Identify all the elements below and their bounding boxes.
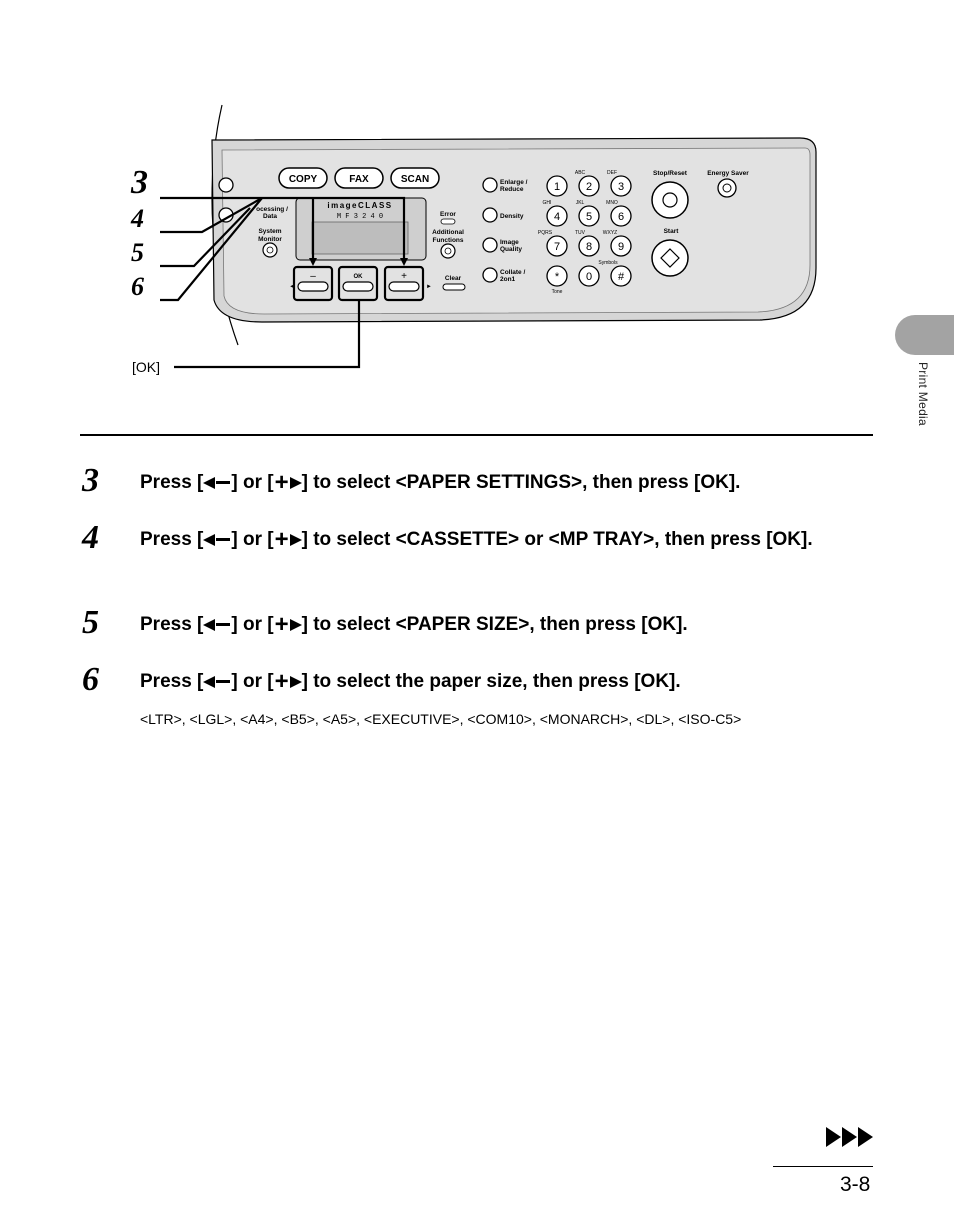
key-0-label: 0 [585, 271, 593, 283]
image-quality-label: Image [500, 239, 519, 246]
additional-functions-button[interactable] [441, 244, 455, 258]
mode-tabs [279, 168, 439, 188]
right-arrow-icon [290, 534, 302, 546]
callout-5: 5 [131, 238, 144, 267]
system-monitor-label-2: Monitor [258, 236, 282, 243]
step-3-text [140, 469, 860, 497]
step-text-part: ] or [ [231, 529, 274, 550]
step-text-part: ] or [ [231, 472, 274, 493]
step-5-text [140, 611, 860, 639]
image-quality-button[interactable] [483, 238, 497, 252]
brand-label: imageCLASS [327, 201, 393, 210]
key-letters-tuv: TUV [575, 230, 585, 236]
key-8-label: 8 [585, 241, 593, 253]
key-letters-mno: MNO [606, 200, 618, 206]
density-button[interactable] [483, 208, 497, 222]
right-arrow-icon [290, 619, 302, 631]
additional-functions-label: Additional [432, 229, 464, 236]
callout-6: 6 [131, 272, 144, 301]
minus-icon [216, 623, 230, 626]
step-6-text [140, 668, 860, 696]
step-number: 3 [82, 462, 99, 499]
right-arrow-icon [290, 477, 302, 489]
right-arrow-icon [290, 676, 302, 688]
system-monitor-button[interactable] [263, 243, 277, 257]
key-6-label: 6 [617, 211, 625, 223]
step-text-part: Press [ [140, 671, 204, 692]
collate-2on1-button[interactable] [483, 268, 497, 282]
step-number: 6 [82, 661, 99, 698]
scan-label: SCAN [400, 174, 430, 185]
processing-data-label: ocessing / [256, 206, 288, 213]
section-tab-label: Print Media [916, 362, 930, 426]
fax-label: FAX [349, 174, 369, 185]
section-tab [895, 315, 954, 355]
step-text-part: Press [ [140, 529, 204, 550]
key-2-label: 2 [585, 181, 593, 193]
clear-button[interactable] [443, 284, 465, 290]
plus-icon: + [274, 525, 289, 553]
callout-3: 3 [131, 164, 148, 201]
step-text-part: Press [ [140, 614, 204, 635]
key-9-label: 9 [617, 241, 625, 253]
minus-icon [216, 538, 230, 541]
right-arrow-icon: ► [426, 284, 432, 290]
key-letters-symbols: Symbols [598, 260, 618, 266]
key-letters-def: DEF [607, 170, 617, 176]
collate-label: Collate / [500, 269, 526, 276]
control-panel-illustration [0, 90, 954, 390]
left-arrow-icon: ◄ [289, 284, 295, 290]
stop-reset-label: Stop/Reset [653, 170, 687, 177]
minus-label: – [310, 271, 316, 282]
plus-key[interactable] [389, 282, 419, 291]
ok-label: OK [353, 274, 363, 280]
key-3-label: 3 [617, 181, 625, 193]
model-label: M F 3 2 4 0 [336, 213, 384, 221]
ok-callout-label: [OK] [132, 359, 161, 375]
processing-data-label-2: Data [262, 213, 278, 220]
key-letters-wxyz: WXYZ [602, 230, 618, 236]
system-monitor-label: System [258, 228, 282, 235]
key-letters-pqrs: PQRS [537, 230, 553, 236]
page-number: 3-8 [840, 1173, 871, 1196]
step-text-part: ] to select <PAPER SIZE>, then press [OK]. [301, 614, 688, 635]
left-arrow-icon [203, 477, 215, 489]
lcd-display [312, 222, 408, 254]
left-arrow-icon [203, 619, 215, 631]
callout-4: 4 [131, 204, 144, 233]
key-7-label: 7 [553, 241, 561, 253]
left-arrow-icon [203, 534, 215, 546]
density-label: Density [500, 213, 524, 220]
energy-saver-label: Energy Saver [707, 170, 749, 177]
plus-label: + [401, 271, 407, 282]
stop-reset-button[interactable] [652, 182, 688, 218]
error-indicator [441, 219, 455, 224]
start-label: Start [663, 228, 679, 235]
left-arrow-icon [203, 676, 215, 688]
start-button[interactable] [652, 240, 688, 276]
key-5-label: 5 [585, 211, 593, 223]
key-hash-label: # [617, 271, 625, 283]
step-text-part: ] or [ [231, 671, 274, 692]
error-label: Error [440, 211, 456, 218]
numeric-keypad [538, 170, 631, 295]
step-number: 5 [82, 604, 99, 641]
ok-key[interactable] [343, 282, 373, 291]
section-divider [80, 434, 873, 436]
minus-icon [216, 481, 230, 484]
key-letters-tone: Tone [551, 289, 563, 295]
energy-saver-button[interactable] [718, 179, 736, 197]
minus-key[interactable] [298, 282, 328, 291]
footer-rule [773, 1166, 873, 1167]
key-1-label: 1 [553, 181, 561, 193]
clear-label: Clear [444, 275, 462, 282]
step-text-part: ] to select <PAPER SETTINGS>, then press [OK]. [301, 472, 741, 493]
key-star-label: * [554, 271, 560, 283]
step-4-text [140, 526, 860, 554]
step-text-part: ] to select the paper size, then press [OK]. [301, 671, 681, 692]
step-text-part: Press [ [140, 472, 204, 493]
step-text-part: ] to select <CASSETTE> or <MP TRAY>, then press [OK]. [301, 529, 813, 550]
paper-size-options: <LTR>, <LGL>, <A4>, <B5>, <A5>, <EXECUTIVE>, <COM10>, <MONARCH>, <DL>, <ISO-C5> [140, 711, 742, 727]
enlarge-reduce-label: Enlarge / [500, 179, 528, 186]
plus-icon: + [274, 468, 289, 496]
step-number: 4 [82, 519, 99, 556]
enlarge-reduce-label-2: Reduce [500, 186, 524, 193]
plus-icon: + [274, 610, 289, 638]
key-4-label: 4 [553, 211, 561, 223]
image-quality-label-2: Quality [500, 246, 523, 253]
left-edge-button[interactable] [219, 178, 233, 192]
step-text-part: ] or [ [231, 614, 274, 635]
additional-functions-label-2: Functions [432, 237, 464, 244]
key-letters-abc: ABC [574, 170, 586, 176]
key-letters-jkl: JKL [575, 200, 585, 206]
enlarge-reduce-button[interactable] [483, 178, 497, 192]
collate-label-2: 2on1 [500, 276, 516, 283]
minus-icon [216, 680, 230, 683]
copy-label: COPY [288, 174, 318, 185]
key-letters-ghi: GHI [542, 200, 552, 206]
continue-arrows-icon [826, 1127, 874, 1152]
plus-icon: + [274, 667, 289, 695]
